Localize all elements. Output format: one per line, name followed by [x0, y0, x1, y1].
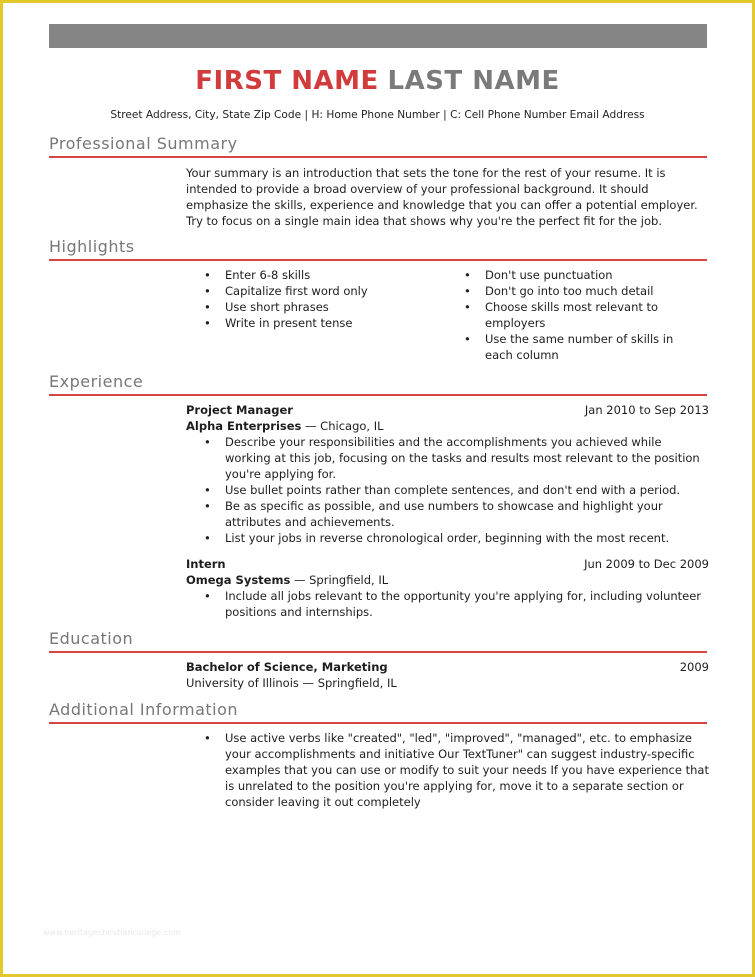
list-item: • Enter 6-8 skills [186, 267, 441, 283]
job-header [186, 556, 709, 572]
highlights-left-column [186, 267, 441, 331]
header-bar [49, 24, 707, 48]
section-title-experience: Experience [49, 372, 707, 396]
list-item: • Describe your responsibilities and the accomplishments you achieved while working at this job, focusing on the tasks and results most relevant to the position you're applying for. [186, 434, 709, 482]
summary-text: Your summary is an introduction that sets the tone for the rest of your resume. It is intended to provide a broad overview of your professional background. It should emphasize the skills, experience and knowledge that you can offer a potential employer. Try to focus on a single main idea that shows why you're the perfect fit for the job. [186, 166, 698, 228]
list-item: • Don't use punctuation [446, 267, 696, 283]
company-name: Alpha Enterprises [186, 419, 302, 433]
list-item: • Be as specific as possible, and use numbers to showcase and highlight your attributes and achievements. [186, 498, 709, 530]
list-item: • Include all jobs relevant to the opportunity you're applying for, including volunteer positions and internships. [186, 588, 709, 620]
job-employer [186, 572, 709, 588]
list-item: • Capitalize first word only [186, 283, 441, 299]
section-title-summary: Professional Summary [49, 134, 707, 158]
list-item: • Write in present tense [186, 315, 441, 331]
list-item: • Use bullet points rather than complete sentences, and don't end with a period. [186, 482, 709, 498]
job-dates: Jun 2009 to Dec 2009 [584, 557, 709, 571]
company-location: — Chicago, IL [301, 419, 384, 433]
graduation-year: 2009 [679, 660, 709, 674]
first-name: FIRST NAME [195, 66, 379, 96]
degree-line [186, 659, 709, 675]
job-title: Project Manager [186, 403, 293, 417]
job-employer [186, 418, 709, 434]
list-item: • Use active verbs like "created", "led", "improved", "managed", etc. to emphasize your accomplishments and initiative Our TextTuner" can suggest industry-specific examples that you can use or modify to suit your needs If you have experience that is unrelated to the position you're applying for, move it to a separate section or consider leaving it out completely [186, 730, 709, 810]
section-title-additional: Additional Information [49, 700, 707, 724]
company-name: Omega Systems [186, 573, 291, 587]
list-item: • Use the same number of skills in each column [446, 331, 696, 363]
section-title-education: Education [49, 629, 707, 653]
job-entry [186, 556, 709, 620]
contact-line: Street Address, City, State Zip Code | H: Home Phone Number | C: Cell Phone Number Email Address [110, 109, 645, 121]
additional-info [186, 730, 709, 810]
job-header [186, 402, 709, 418]
job-entry [186, 402, 709, 546]
school-name: University of Illinois — Springfield, IL [186, 676, 397, 690]
section-title-highlights: Highlights [49, 237, 707, 261]
company-location: — Springfield, IL [290, 573, 389, 587]
education-entry [186, 659, 709, 691]
list-item: • Don't go into too much detail [446, 283, 696, 299]
candidate-name [3, 66, 752, 96]
watermark: www.heritagechristiancollege.com [43, 928, 181, 937]
job-dates: Jan 2010 to Sep 2013 [584, 403, 709, 417]
list-item: • Use short phrases [186, 299, 441, 315]
degree-name: Bachelor of Science, Marketing [186, 660, 388, 674]
list-item: • List your jobs in reverse chronological order, beginning with the most recent. [186, 530, 709, 546]
job-title: Intern [186, 557, 226, 571]
list-item: • Choose skills most relevant to employers [446, 299, 696, 331]
highlights-right-column [446, 267, 696, 363]
last-name: LAST NAME [387, 66, 560, 96]
